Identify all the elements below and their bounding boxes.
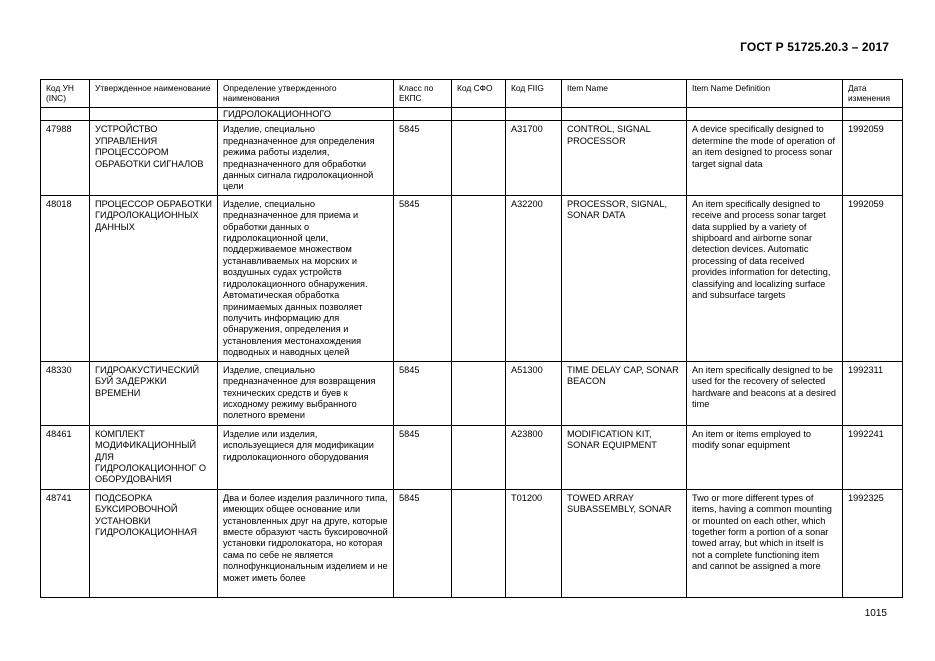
- cell-definition: Два и более изделия различного типа, имеющих общее основание или установленных друг на друге, которые вместе образуют часть буксировочной установки гидролокатора, но которая сама по себе не является полнофункциональным изделием и не может иметь более: [218, 489, 394, 597]
- cell-ekps: 5845: [394, 121, 452, 195]
- cell-definition: Изделие, специально предназначенное для приема и обработки данных о гидролокационной цели, поддерживаемое множеством устанавливаемых на морских и воздушных судах устройств гидролокационного обнаружения. Автоматическая обработка принимаемых данных позволяет получить информацию для обнаружения, определения и установления местонахождения подводных и наводных целей: [218, 195, 394, 361]
- page-number: 1015: [864, 608, 887, 619]
- cell-sfo: [452, 489, 506, 597]
- cell-date: 1992059: [843, 195, 903, 361]
- cell-definition: Изделие, специально предназначенное для определения режима работы изделия, предназначенного для обработки данных сигнала гидролокационной цели: [218, 121, 394, 195]
- table-row: [41, 361, 903, 425]
- table-row: [41, 195, 903, 361]
- table-row-continuation: [41, 108, 903, 121]
- cell-name: ГИДРОАКУСТИЧЕСКИЙ БУЙ ЗАДЕРЖКИ ВРЕМЕНИ: [90, 361, 218, 425]
- cell-item-definition: Two or more different types of items, having a common mounting or mounted on each other, which together form a portion of a sonar towed array, but which in itself is not a complete functioning item and cannot be assigned a more: [687, 489, 843, 597]
- cell-ekps: 5845: [394, 361, 452, 425]
- cell-item-definition: A device specifically designed to determine the mode of operation of an item designed to process sonar target signal data: [687, 121, 843, 195]
- cell-sfo: [452, 361, 506, 425]
- cell-inc: 48461: [41, 425, 90, 489]
- cell-fiig: A32200: [506, 195, 562, 361]
- cell-item-definition: An item specifically designed to be used for the recovery of selected hardware and beacons at a desired time: [687, 361, 843, 425]
- cell-fiig: A51300: [506, 361, 562, 425]
- cell-ekps: 5845: [394, 195, 452, 361]
- cell-item-name: TOWED ARRAY SUBASSEMBLY, SONAR: [562, 489, 687, 597]
- cell-inc: 47988: [41, 121, 90, 195]
- cell-item-name: TIME DELAY CAP, SONAR BEACON: [562, 361, 687, 425]
- cell-name: ПОДСБОРКА БУКСИРОВОЧНОЙ УСТАНОВКИ ГИДРОЛОКАЦИОННАЯ: [90, 489, 218, 597]
- cell-definition: Изделие или изделия, используещиеся для модификации гидролокационного оборудования: [218, 425, 394, 489]
- cell-inc: 48018: [41, 195, 90, 361]
- cell-sfo: [452, 425, 506, 489]
- cell-item-name: CONTROL, SIGNAL PROCESSOR: [562, 121, 687, 195]
- cell-item-name: MODIFICATION KIT, SONAR EQUIPMENT: [562, 425, 687, 489]
- cell-fiig: A23800: [506, 425, 562, 489]
- cell-definition: Изделие, специально предназначенное для возвращения технических средств и буев к исходному режиму выбранного полетного времени: [218, 361, 394, 425]
- catalog-table: [40, 79, 903, 598]
- col-header-item-definition: Item Name Definition: [687, 80, 843, 108]
- document-code: ГОСТ Р 51725.20.3 – 2017: [740, 40, 889, 54]
- table-row: [41, 121, 903, 195]
- cell-name: КОМПЛЕКТ МОДИФИКАЦИОННЫЙ ДЛЯ ГИДРОЛОКАЦИОННОГ О ОБОРУДОВАНИЯ: [90, 425, 218, 489]
- col-header-sfo: Код СФО: [452, 80, 506, 108]
- col-header-fiig: Код FIIG: [506, 80, 562, 108]
- cell-inc: 48330: [41, 361, 90, 425]
- col-header-date: Дата изменения: [843, 80, 903, 108]
- cell-inc: 48741: [41, 489, 90, 597]
- col-header-ekps: Класс по ЕКПС: [394, 80, 452, 108]
- cell-item-definition: An item or items employed to modify sonar equipment: [687, 425, 843, 489]
- cell-date: 1992241: [843, 425, 903, 489]
- col-header-inc: Код УН (INC): [41, 80, 90, 108]
- table-row: [41, 489, 903, 597]
- cell-name: ПРОЦЕССОР ОБРАБОТКИ ГИДРОЛОКАЦИОННЫХ ДАННЫХ: [90, 195, 218, 361]
- col-header-item-name: Item Name: [562, 80, 687, 108]
- col-header-definition: Определение утвержденного наименования: [218, 80, 394, 108]
- continuation-text: ГИДРОЛОКАЦИОННОГО: [218, 108, 394, 121]
- cell-item-definition: An item specifically designed to receive and process sonar target data supplied by a variety of shipboard and airborne sonar detection devices. Automatic processing of data received provides information for detecting, classifying and localizing surface and subsurface targets: [687, 195, 843, 361]
- cell-date: 1992059: [843, 121, 903, 195]
- col-header-name: Утвержденное наименование: [90, 80, 218, 108]
- cell-ekps: 5845: [394, 425, 452, 489]
- table-header-row: [41, 80, 903, 108]
- table-row: [41, 425, 903, 489]
- cell-date: 1992325: [843, 489, 903, 597]
- cell-fiig: T01200: [506, 489, 562, 597]
- cell-name: УСТРОЙСТВО УПРАВЛЕНИЯ ПРОЦЕССОРОМ ОБРАБОТКИ СИГНАЛОВ: [90, 121, 218, 195]
- cell-sfo: [452, 121, 506, 195]
- cell-fiig: A31700: [506, 121, 562, 195]
- cell-sfo: [452, 195, 506, 361]
- cell-ekps: 5845: [394, 489, 452, 597]
- cell-item-name: PROCESSOR, SIGNAL, SONAR DATA: [562, 195, 687, 361]
- cell-date: 1992311: [843, 361, 903, 425]
